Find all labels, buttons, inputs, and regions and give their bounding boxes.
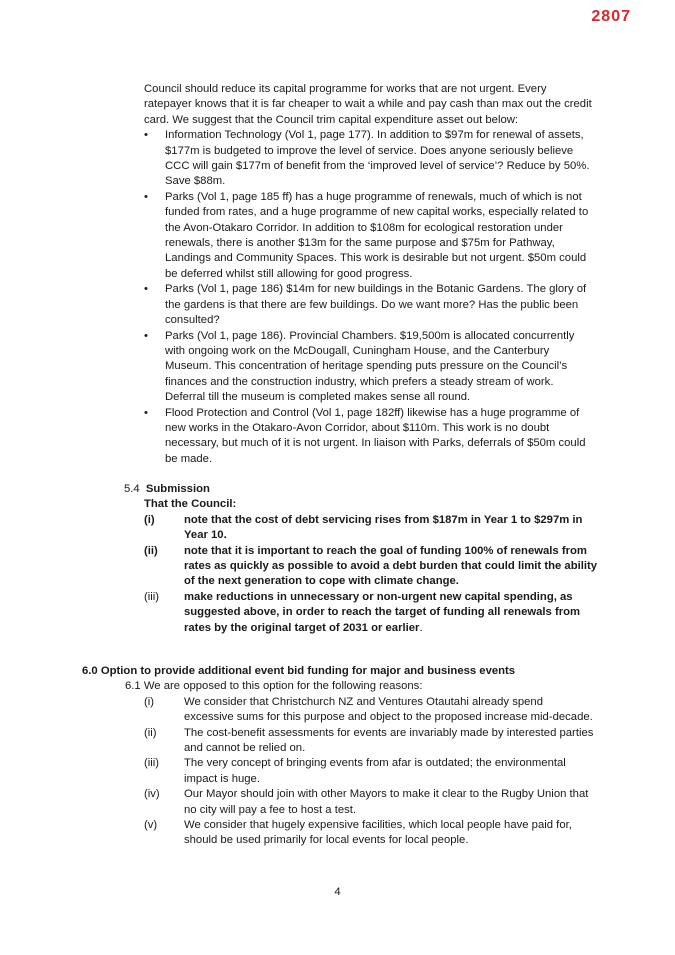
- item-index: (ii): [144, 544, 158, 557]
- item-text: make reductions in unnecessary or non-urgent new capital spending, as suggested above, in order to reach the target of funding all renewals from rates by the original target of 2031 or earlier: [184, 590, 581, 634]
- submission-item: [144, 590, 604, 636]
- reason-item: [144, 787, 602, 818]
- section-number: 5.4: [124, 483, 140, 495]
- item-index: (iv): [144, 788, 160, 801]
- item-text: Our Mayor should join with other Mayors to make it clear to the Rugby Union that no city will pay a fee to host a test.: [184, 788, 589, 816]
- item-text-trail: .: [419, 621, 423, 634]
- submission-item: [144, 513, 604, 544]
- document-reference-number: 2807: [591, 8, 631, 25]
- item-index: (i): [144, 513, 155, 526]
- item-text: We consider that Christchurch NZ and Ventures Otautahi already spend excessive sums for this purpose and object to the proposed increase mid-decade.: [184, 695, 593, 724]
- section-intro: 6.1 We are opposed to this option for the following reasons:: [125, 680, 423, 693]
- section-title: Submission: [145, 483, 210, 495]
- item-index: (v): [144, 819, 158, 832]
- item-text: The cost-benefit assessments for events are invariably made by interested parties and cannot be relied on.: [184, 726, 594, 755]
- reason-item: [144, 726, 602, 757]
- item-text: note that the cost of debt servicing rises from $187m in Year 1 to $297m in Year 10.: [184, 513, 583, 542]
- submission-section: [124, 482, 604, 636]
- bullet-item: • Flood Protection and Control (Vol 1, page 182ff) likewise has a huge programme of new works in the Otakaro-Avon Corridor, about $110m. This work is no doubt necessary, but much of it is not urgent. In liaison with Parks, deferrals of $50m could be made.: [144, 406, 594, 468]
- item-text: We consider that hugely expensive facilities, which local people have paid for, should be used primarily for local events for local people.: [184, 819, 572, 847]
- submission-item: [144, 544, 604, 590]
- bullet-item: • Parks (Vol 1, page 186). Provincial Chambers. $19,500m is allocated concurrently with ongoing work on the McDougall, Cuningham House, and the Canterbury Museum. This concentration of heritage spending puts pressure on the Council’s finances and the construction industry, which prefers a steady stream of work. Deferral till the museum is completed makes sense all round.: [144, 329, 594, 406]
- capital-programme-section: [144, 82, 594, 467]
- bullet-item: • Parks (Vol 1, page 185 ff) has a huge programme of renewals, much of which is not funded from rates, and a huge programme of new capital works, especially related to the Avon-Otakaro Corridor. In addition to $108m for ecological restoration under renewals, there is another $13m for the same purpose and $75m for Pathway, Landings and Community Spaces. This work is desirable but not urgent. $50m could be deferred whilst still allowing for good progress.: [144, 190, 594, 282]
- reason-item: [144, 818, 602, 849]
- item-index: (iii): [144, 590, 160, 603]
- section-heading: 6.0 Option to provide additional event bid funding for major and business events: [82, 665, 516, 677]
- section-heading: [124, 482, 604, 497]
- reason-item: [144, 695, 602, 726]
- page-number: 4: [334, 886, 341, 898]
- bullet-item: • Parks (Vol 1, page 186) $14m for new buildings in the Botanic Gardens. The glory of the gardens is that there are few buildings. Do we want more? Has the public been consulted?: [144, 282, 594, 328]
- bullet-item: • Information Technology (Vol 1, page 177). In addition to $97m for renewal of assets, $177m is budgeted to improve the level of service. Does anyone seriously believe CCC will gain $177m of benefit from the ‘improved level of service’? Reduce by 50%. Save $88m.: [144, 128, 594, 190]
- item-index: (iii): [144, 757, 160, 770]
- item-index: (i): [144, 695, 155, 708]
- intro-paragraph: Council should reduce its capital programme for works that are not urgent. Every ratepayer knows that it is far cheaper to wait a while and pay cash than max out the credit card. We suggest that the Council trim capital expenditure asset out below:: [144, 83, 592, 126]
- bullet-list: [144, 128, 594, 467]
- council-heading: That the Council:: [144, 498, 237, 511]
- event-funding-section: [82, 664, 602, 849]
- item-text: The very concept of bringing events from afar is outdated; the environmental impact is huge.: [184, 757, 566, 785]
- item-text: note that it is important to reach the goal of funding 100% of renewals from rates as quickly as possible to avoid a debt burden that could limit the ability of the next generation to cope with climate change.: [184, 544, 598, 588]
- item-index: (ii): [144, 726, 157, 739]
- reason-item: [144, 756, 602, 787]
